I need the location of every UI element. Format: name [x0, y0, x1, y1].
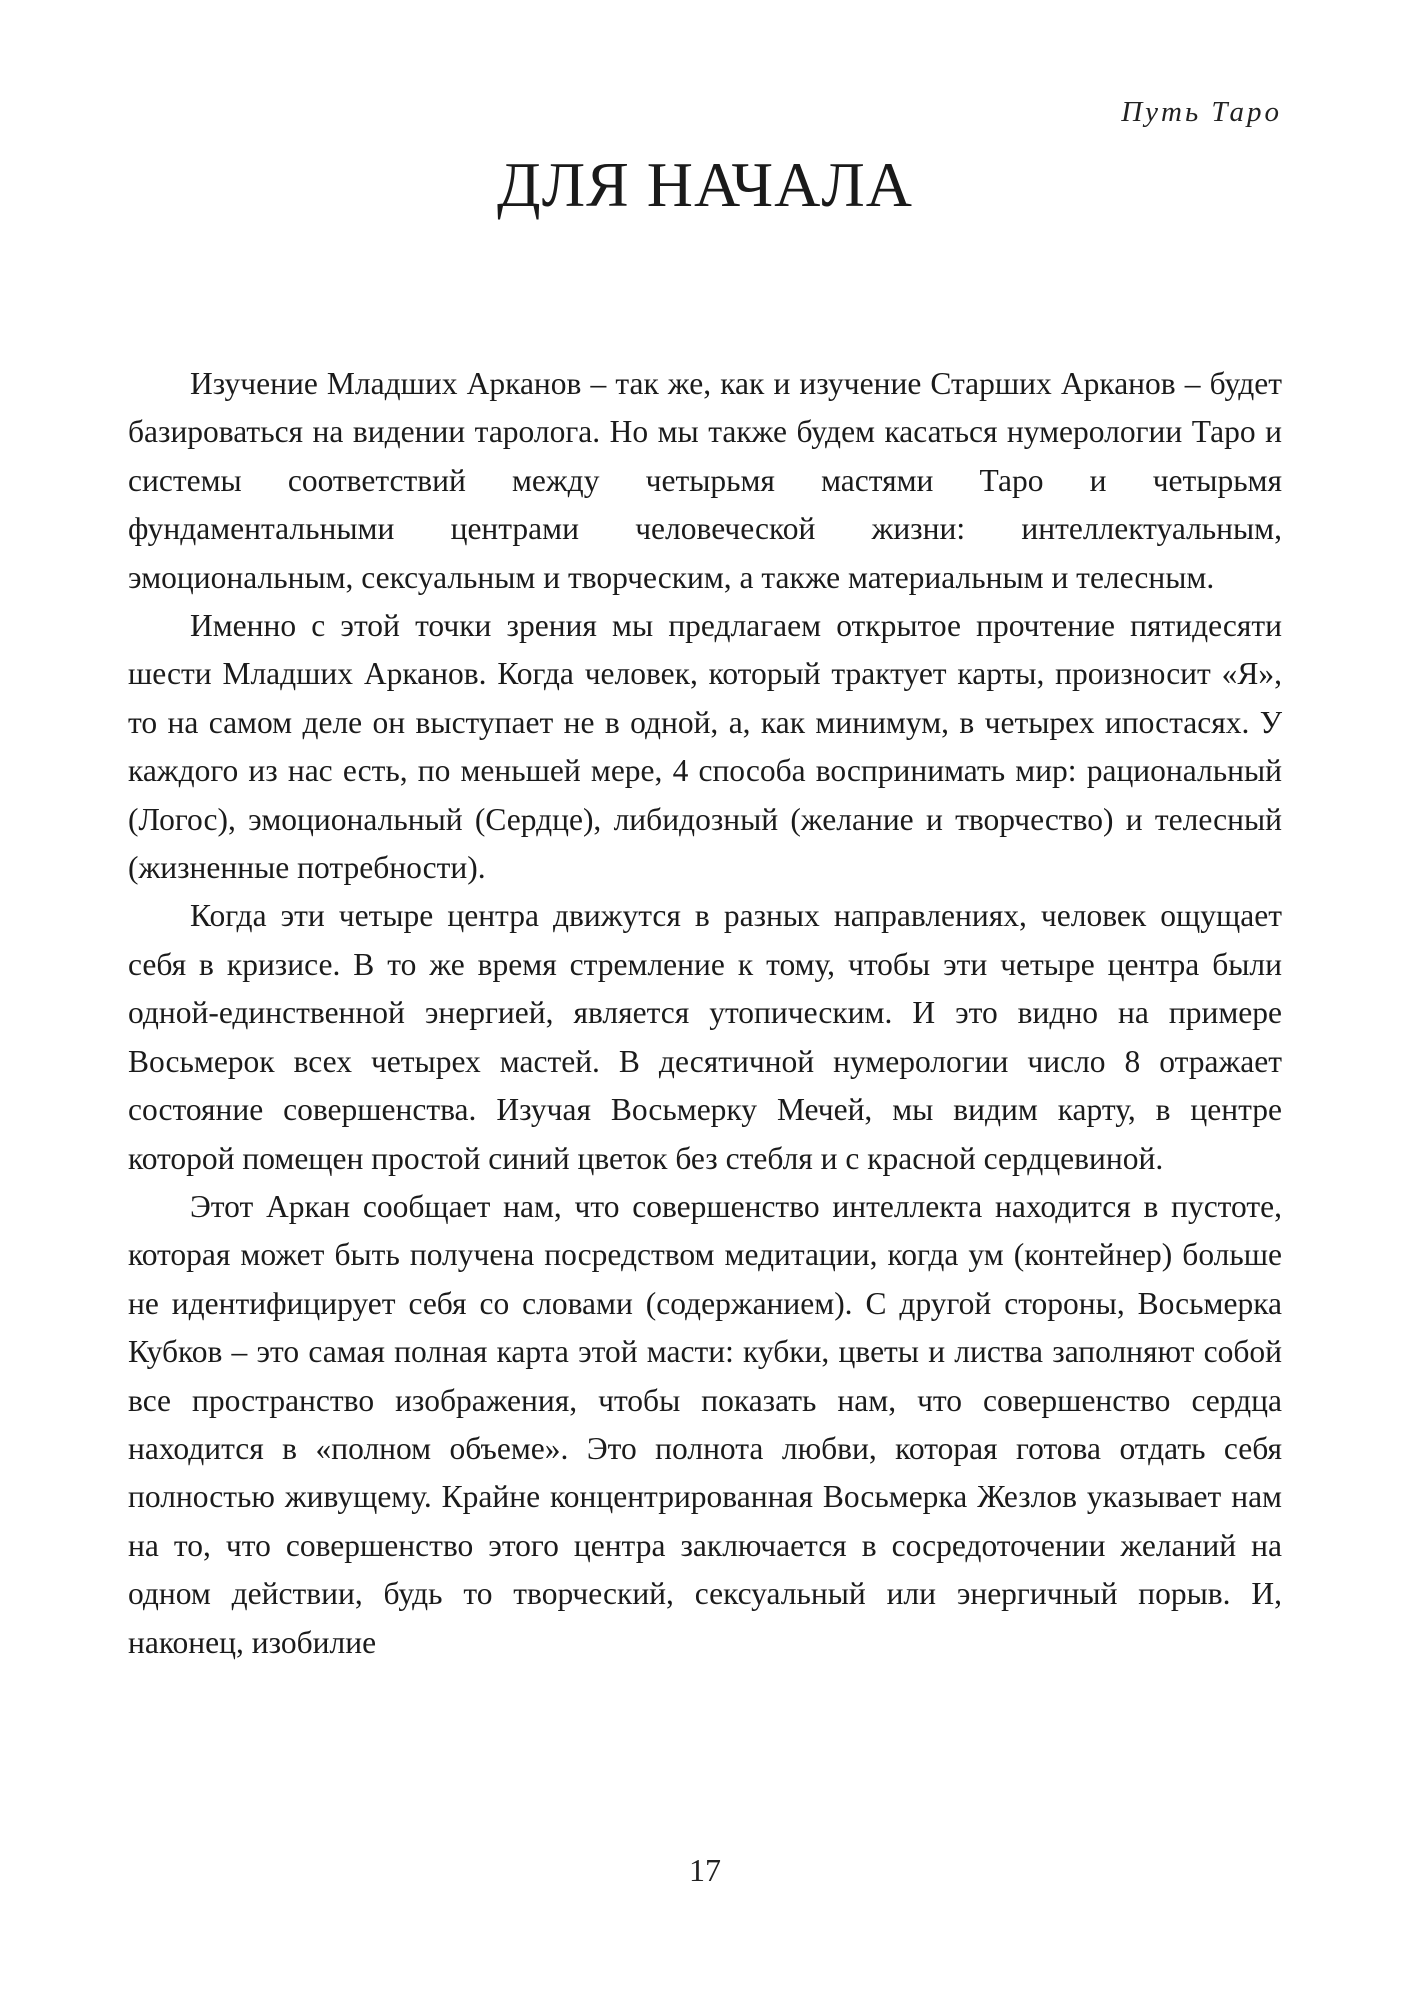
body-text [128, 360, 1282, 1667]
paragraph-4: Этот Аркан сообщает нам, что совершенство интеллекта находится в пустоте, которая может быть получена посредством медитации, когда ум (контейнер) больше не идентифицирует себя со словами (содержанием). С другой стороны, Восьмерка Кубков – это самая полная карта этой масти: кубки, цветы и листва заполняют собой все пространство изображения, чтобы показать нам, что совершенство сердца находится в «полном объеме». Это полнота любви, которая готова отдать себя полностью живущему. Крайне концентрированная Восьмерка Жезлов указывает нам на то, что совершенство этого центра заключается в сосредоточении желаний на одном действии, будь то творческий, сексуальный или энергичный порыв. И, наконец, изобилие [128, 1188, 1282, 1660]
chapter-title: ДЛЯ НАЧАЛА [497, 149, 913, 220]
running-header: Путь Таро [1121, 96, 1282, 128]
paragraph-1: Изучение Младших Арканов – так же, как и изучение Старших Арканов – будет базироваться на видении таролога. Но мы также будем касаться нумерологии Таро и системы соответствий между четырьмя мастями Таро и четырьмя фундаментальными центрами человеческой жизни: интеллектуальным, эмоциональным, сексуальным и творческим, а также материальным и телесным. [128, 366, 1282, 595]
paragraph-2: Именно с этой точки зрения мы предлагаем открытое прочтение пятидесяти шести Младших Арканов. Когда человек, который трактует карты, произносит «Я», то на самом деле он выступает не в одной, а, как минимум, в четырех ипостасях. У каждого из нас есть, по меньшей мере, 4 способа воспринимать мир: рациональный (Логос), эмоциональный (Сердце), либидозный (желание и творчество) и телесный (жизненные потребности). [128, 608, 1282, 886]
paragraph-3: Когда эти четыре центра движутся в разных направлениях, человек ощущает себя в кризисе. В то же время стремление к тому, чтобы эти четыре центра были одной-единственной энергией, является утопическим. И это видно на примере Восьмерок всех четырех мастей. В десятичной нумерологии число 8 отражает состояние совершенства. Изучая Восьмерку Мечей, мы видим карту, в центре которой помещен простой синий цветок без стебля и с красной сердцевиной. [128, 898, 1282, 1176]
page-number: 17 [689, 1852, 721, 1888]
